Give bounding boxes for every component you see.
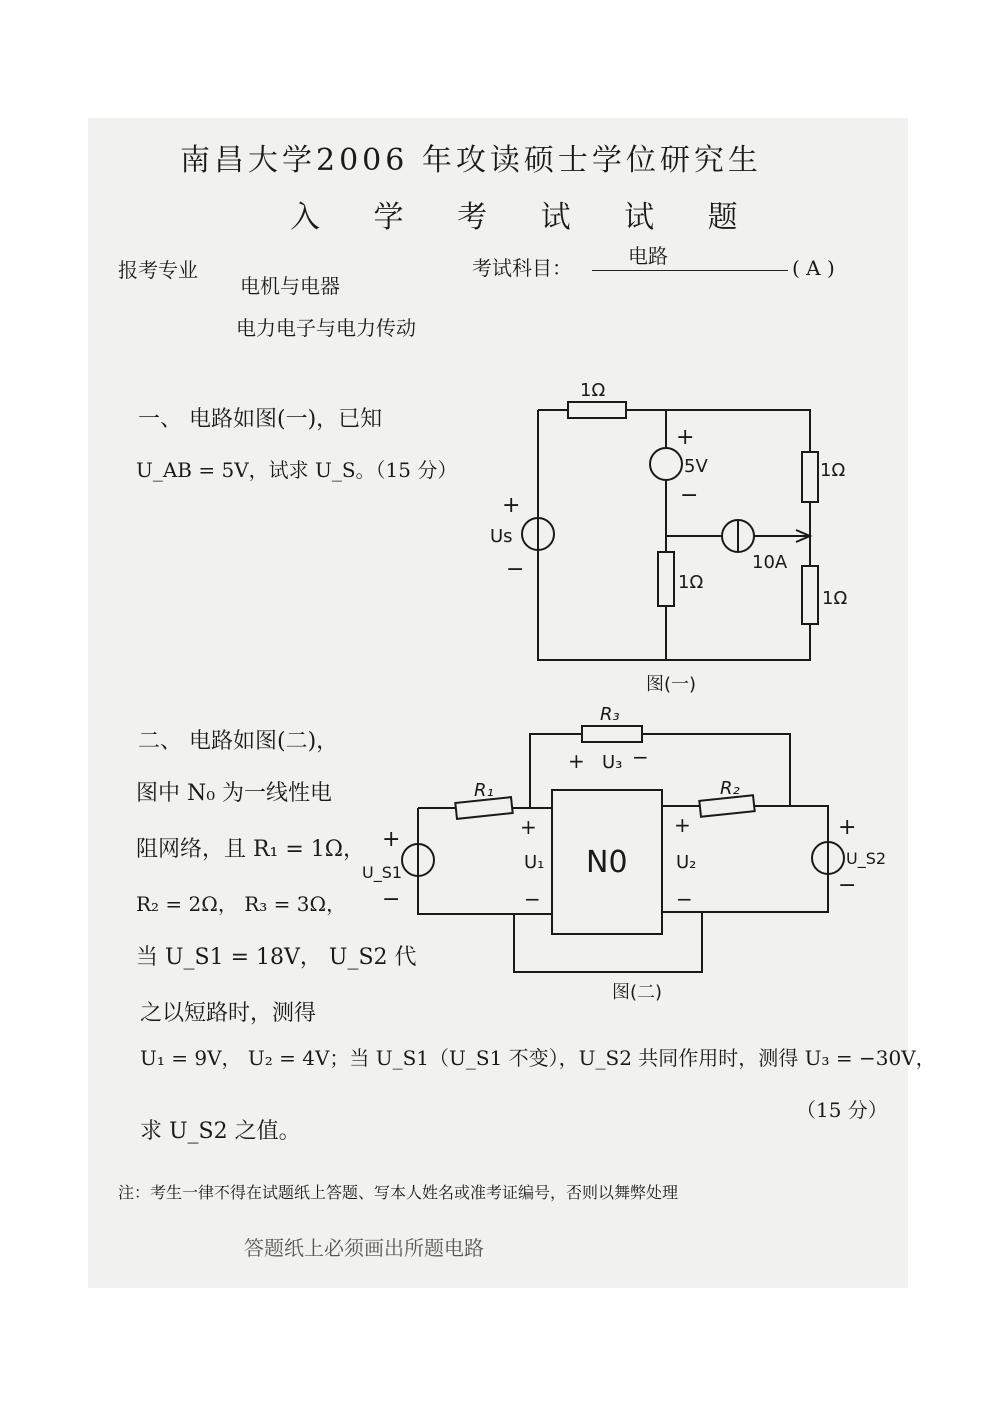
fig2-label-plus-us2: +: [838, 815, 857, 840]
exam-title: 南昌大学2006 年攻读硕士学位研究生: [180, 143, 762, 178]
paper-code: ( A ): [792, 256, 835, 280]
fig2-caption: 图(二): [612, 982, 663, 1003]
fig1-label-minus-us: −: [506, 557, 525, 582]
fig2-label-minus-us2: −: [838, 873, 857, 898]
fig1-label-10a: 10A: [752, 552, 788, 573]
fig2-label-plus-u3: +: [568, 749, 585, 773]
q2-line8: 求 U_S2 之值。: [140, 1119, 301, 1144]
footer-note-2: 答题纸上必须画出所题电路: [244, 1236, 484, 1260]
q2-line7: U₁ = 9V， U₂ = 4V；当 U_S1（U_S1 不变），U_S2 共同作用时，测得 U₃ = −30V，: [140, 1046, 936, 1070]
fig1-label-r-top: 1Ω: [580, 380, 606, 401]
fig2-label-minus-u3: −: [632, 745, 649, 769]
fig2-label-r1: R₁: [474, 780, 494, 801]
q2-line5: 当 U_S1 = 18V， U_S2 代: [136, 945, 417, 970]
fig2-label-minus-u1: −: [524, 887, 541, 911]
q1-line1: 一、 电路如图(一)，已知: [138, 407, 383, 432]
fig2-bottom-short: [514, 912, 702, 972]
major-1: 电机与电器: [240, 274, 340, 298]
fig2-label-plus-us1: +: [382, 827, 401, 852]
fig2-label-us1: U_S1: [362, 863, 403, 882]
q2-line6: 之以短路时，测得: [140, 1001, 317, 1026]
fig2-label-plus-u1: +: [520, 815, 537, 839]
fig1-resistor-top: [568, 402, 626, 418]
fig1-label-5v: 5V: [684, 456, 708, 477]
fig2-label-plus-u2: +: [674, 813, 691, 837]
fig1-label-r-mid: 1Ω: [678, 572, 704, 593]
q2-line2: 图中 N₀ 为一线性电: [136, 781, 333, 806]
fig1-label-r-right: 1Ω: [820, 460, 846, 481]
fig1-voltage-source-5v: [650, 448, 682, 480]
fig2-label-r2: R₂: [720, 778, 740, 799]
fig1-label-us: Us: [490, 526, 513, 547]
fig1-label-plus-5v: +: [676, 425, 695, 450]
fig1-resistor-bottom-right: [802, 566, 818, 624]
exam-subtitle: 入 学 考 试 试 题: [290, 200, 740, 235]
q2-line4: R₂ = 2Ω， R₃ = 3Ω，: [136, 892, 347, 916]
fig2-label-u1: U₁: [524, 852, 545, 873]
fig2-label-minus-u2: −: [676, 887, 693, 911]
major-label: 报考专业: [118, 258, 198, 282]
fig1-label-minus-5v: −: [680, 483, 699, 508]
fig2-label-n0: N0: [586, 845, 628, 880]
subject-label: 考试科目：: [472, 256, 572, 280]
fig1-resistor-right: [802, 452, 818, 502]
fig1-label-plus-us: +: [502, 493, 521, 518]
major-2: 电力电子与电力传动: [236, 316, 416, 340]
q2-line1: 二、 电路如图(二)，: [138, 729, 339, 754]
fig2-resistor-r3: [582, 726, 642, 742]
fig2-label-minus-us1: −: [382, 887, 401, 912]
footer-note: 注：考生一律不得在试题纸上答题、写本人姓名或准考证编号，否则以舞弊处理: [118, 1183, 679, 1202]
fig1-resistor-mid: [658, 552, 674, 606]
fig1-caption: 图(一): [646, 674, 697, 695]
fig2-label-u3: U₃: [602, 752, 623, 773]
fig2-label-r3: R₃: [600, 704, 620, 725]
fig1-label-r-bottom-right: 1Ω: [822, 588, 848, 609]
fig2-label-u2: U₂: [676, 852, 697, 873]
q1-line2: U_AB = 5V，试求 U_S。（15 分）: [136, 458, 458, 482]
subject-value: 电路: [628, 244, 668, 268]
figure-1-circuit: [522, 402, 818, 660]
q2-score: （15 分）: [796, 1098, 888, 1122]
fig2-label-us2: U_S2: [846, 849, 887, 868]
q2-line3: 阻网络，且 R₁ = 1Ω，: [136, 837, 366, 862]
